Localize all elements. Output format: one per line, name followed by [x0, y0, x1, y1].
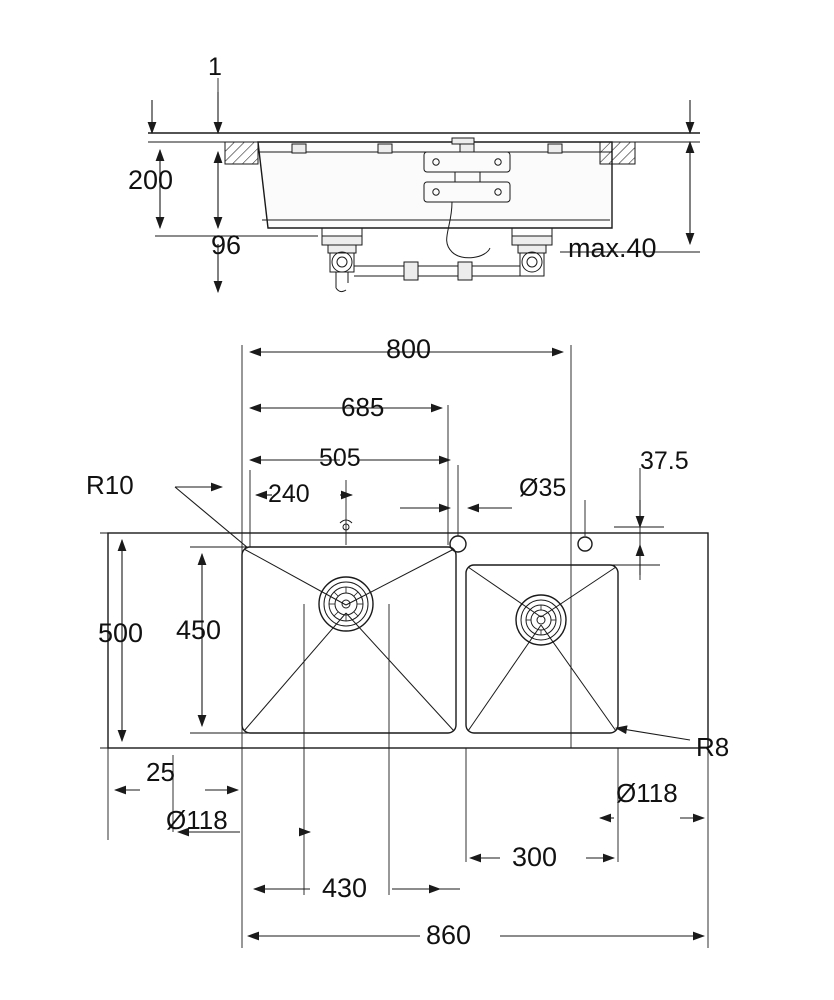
dim-label-430: 430: [322, 873, 368, 903]
dim-label-r8: R8: [696, 732, 730, 762]
dim-label-450: 450: [176, 615, 222, 645]
dim-label-860: 860: [426, 920, 472, 950]
dim-label-25: 25: [146, 757, 175, 787]
dim-label-1: 1: [208, 53, 222, 81]
dim-label-240: 240: [268, 480, 310, 508]
dim-label-685: 685: [341, 392, 385, 422]
dim-label-505: 505: [319, 444, 361, 472]
dim-label-96: 96: [211, 230, 242, 260]
dim-label-d118-left: Ø118: [166, 805, 228, 835]
dim-label-800: 800: [386, 334, 432, 364]
dim-label-500: 500: [98, 618, 144, 648]
dim-label-r10: R10: [86, 470, 134, 500]
dim-label-200: 200: [128, 165, 174, 195]
dim-label-d118-right: Ø118: [616, 778, 678, 808]
dim-label-d35: Ø35: [519, 474, 567, 502]
dim-label-max40: max.40: [568, 233, 657, 263]
dim-label-300: 300: [512, 842, 558, 872]
dim-label-37-5: 37.5: [640, 447, 689, 475]
